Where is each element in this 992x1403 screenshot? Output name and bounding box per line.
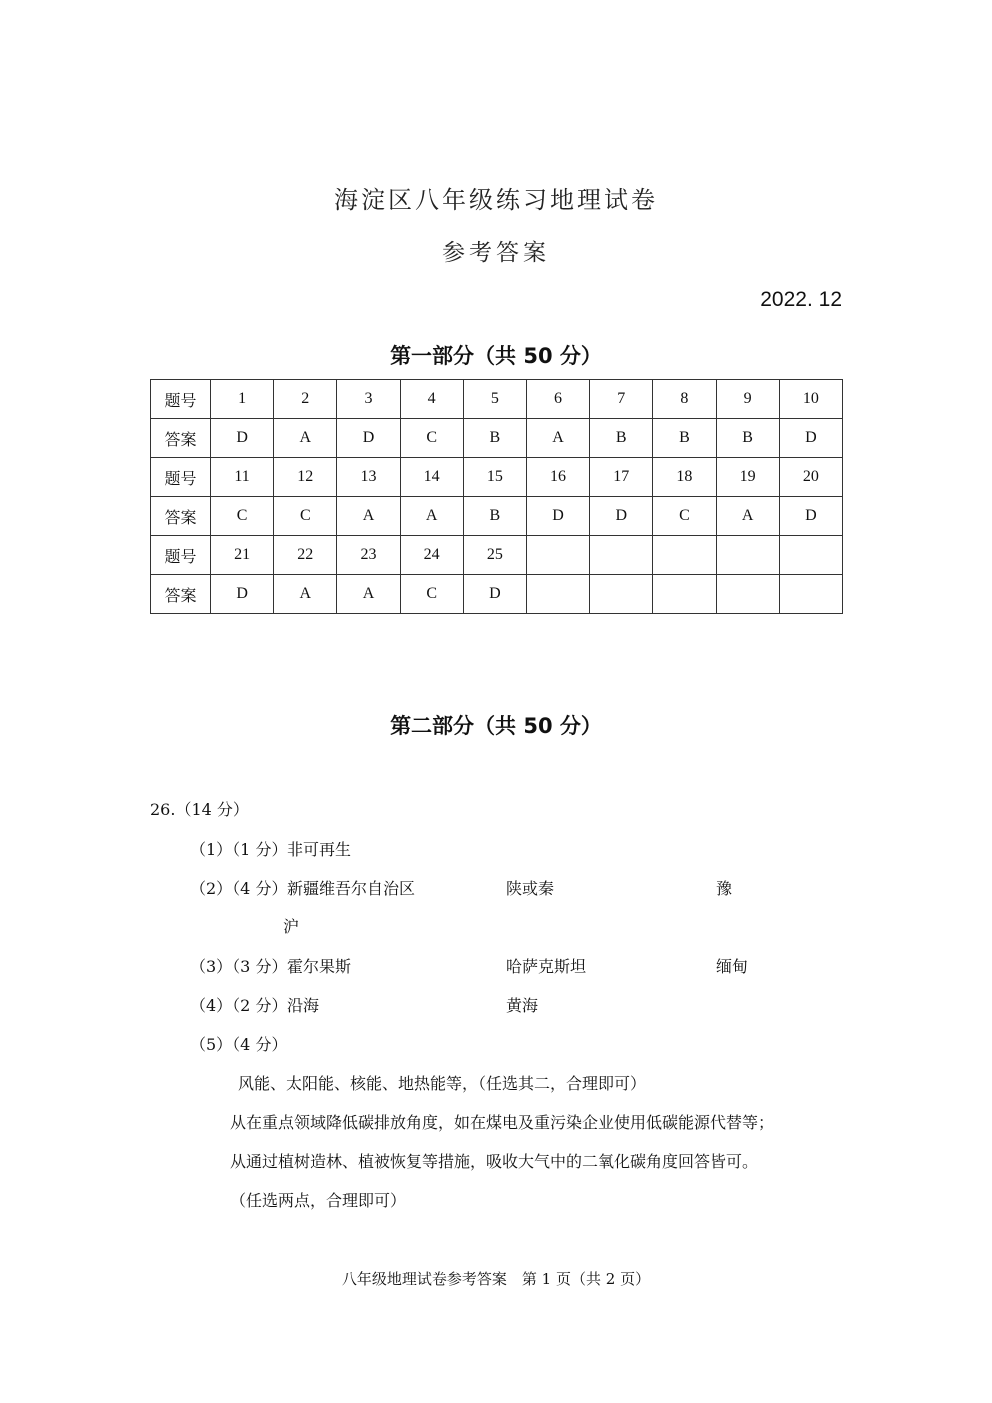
- question-number: 7: [590, 380, 653, 419]
- answer-cell: A: [274, 419, 337, 458]
- answer-cell: B: [590, 419, 653, 458]
- question-number: 15: [463, 458, 526, 497]
- answer-cell: D: [463, 575, 526, 614]
- q26-sub2-answer-1: 新疆维吾尔自治区: [287, 879, 416, 898]
- empty-cell: [716, 536, 779, 575]
- q26-sub3-label: （3）（3 分）: [190, 957, 288, 976]
- empty-cell: [590, 575, 653, 614]
- table-row-answers: [151, 497, 843, 536]
- answer-cell: C: [274, 497, 337, 536]
- question-number: 21: [211, 536, 274, 575]
- answer-cell: B: [653, 419, 716, 458]
- question-number: 23: [337, 536, 400, 575]
- question-number: 3: [337, 380, 400, 419]
- question-number: 9: [716, 380, 779, 419]
- question-number: 16: [526, 458, 589, 497]
- row-label-answer: 答案: [151, 497, 211, 536]
- answer-cell: D: [211, 419, 274, 458]
- table-row-question-numbers: [151, 536, 843, 575]
- empty-cell: [590, 536, 653, 575]
- question-number: 1: [211, 380, 274, 419]
- table-row-answers: [151, 575, 843, 614]
- answer-cell: B: [463, 497, 526, 536]
- empty-cell: [779, 575, 842, 614]
- row-label-question: 题号: [151, 458, 211, 497]
- question-number: 19: [716, 458, 779, 497]
- answer-cell: D: [337, 419, 400, 458]
- q26-sub2-answer-2: 陕或秦: [506, 879, 555, 898]
- empty-cell: [779, 536, 842, 575]
- question-number: 12: [274, 458, 337, 497]
- question-number: 18: [653, 458, 716, 497]
- empty-cell: [653, 536, 716, 575]
- question-number: 17: [590, 458, 653, 497]
- answer-cell: C: [400, 419, 463, 458]
- answer-cell: C: [211, 497, 274, 536]
- q26-sub5-line-4: （任选两点，合理即可）: [230, 1191, 407, 1210]
- answer-cell: A: [400, 497, 463, 536]
- q26-sub5-label: （5）（4 分）: [190, 1035, 288, 1054]
- answer-cell: C: [653, 497, 716, 536]
- question-number: 2: [274, 380, 337, 419]
- question-number: 4: [400, 380, 463, 419]
- part1-heading: 第一部分（共 50 分）: [390, 344, 602, 368]
- question-number: 14: [400, 458, 463, 497]
- empty-cell: [716, 575, 779, 614]
- q26-sub2-answer-4: 沪: [283, 917, 300, 936]
- part2-heading: 第二部分（共 50 分）: [390, 714, 602, 738]
- q26-sub5-line-1: 风能、太阳能、核能、地热能等，（任选其二，合理即可）: [238, 1074, 647, 1093]
- q26-sub4-label: （4）（2 分）: [190, 996, 288, 1015]
- q26-sub4-answer-1: 沿海: [287, 996, 320, 1015]
- answer-cell: C: [400, 575, 463, 614]
- question-number: 5: [463, 380, 526, 419]
- question-number: 13: [337, 458, 400, 497]
- empty-cell: [526, 575, 589, 614]
- answer-cell: D: [779, 497, 842, 536]
- empty-cell: [526, 536, 589, 575]
- answer-cell: D: [590, 497, 653, 536]
- answer-cell: D: [779, 419, 842, 458]
- question-26-label: 26.（14 分）: [150, 800, 249, 819]
- row-label-answer: 答案: [151, 419, 211, 458]
- table-row-answers: [151, 419, 843, 458]
- answer-cell: A: [526, 419, 589, 458]
- row-label-question: 题号: [151, 536, 211, 575]
- question-number: 6: [526, 380, 589, 419]
- page-footer: 八年级地理试卷参考答案 第 1 页（共 2 页）: [341, 1270, 651, 1288]
- question-number: 25: [463, 536, 526, 575]
- q26-sub3-answer-1: 霍尔果斯: [287, 957, 352, 976]
- answer-cell: B: [463, 419, 526, 458]
- answer-cell: A: [337, 575, 400, 614]
- table-row-question-numbers: [151, 458, 843, 497]
- table-row-question-numbers: [151, 380, 843, 419]
- q26-sub4-answer-2: 黄海: [506, 996, 539, 1015]
- answer-cell: A: [337, 497, 400, 536]
- empty-cell: [653, 575, 716, 614]
- q26-sub1-label: （1）（1 分）: [190, 840, 288, 859]
- q26-sub2-answer-3: 豫: [716, 879, 733, 898]
- answer-cell: D: [526, 497, 589, 536]
- answer-cell: A: [274, 575, 337, 614]
- answer-table: [150, 379, 843, 614]
- question-number: 20: [779, 458, 842, 497]
- answer-cell: A: [716, 497, 779, 536]
- q26-sub3-answer-3: 缅甸: [716, 957, 749, 976]
- q26-sub3-answer-2: 哈萨克斯坦: [506, 957, 587, 976]
- q26-sub5-line-3: 从通过植树造林、植被恢复等措施，吸收大气中的二氧化碳角度回答皆可。: [230, 1152, 759, 1171]
- document-title: 海淀区八年级练习地理试卷: [334, 186, 658, 214]
- row-label-answer: 答案: [151, 575, 211, 614]
- q26-sub5-line-2: 从在重点领域降低碳排放角度，如在煤电及重污染企业使用低碳能源代替等；: [230, 1113, 775, 1132]
- row-label-question: 题号: [151, 380, 211, 419]
- document-subtitle: 参考答案: [442, 240, 550, 266]
- q26-sub1-answer: 非可再生: [287, 840, 352, 859]
- question-number: 22: [274, 536, 337, 575]
- q26-sub2-label: （2）（4 分）: [190, 879, 288, 898]
- question-number: 8: [653, 380, 716, 419]
- document-date: 2022. 12: [760, 288, 842, 311]
- question-number: 24: [400, 536, 463, 575]
- answer-cell: D: [211, 575, 274, 614]
- question-number: 11: [211, 458, 274, 497]
- answer-cell: B: [716, 419, 779, 458]
- question-number: 10: [779, 380, 842, 419]
